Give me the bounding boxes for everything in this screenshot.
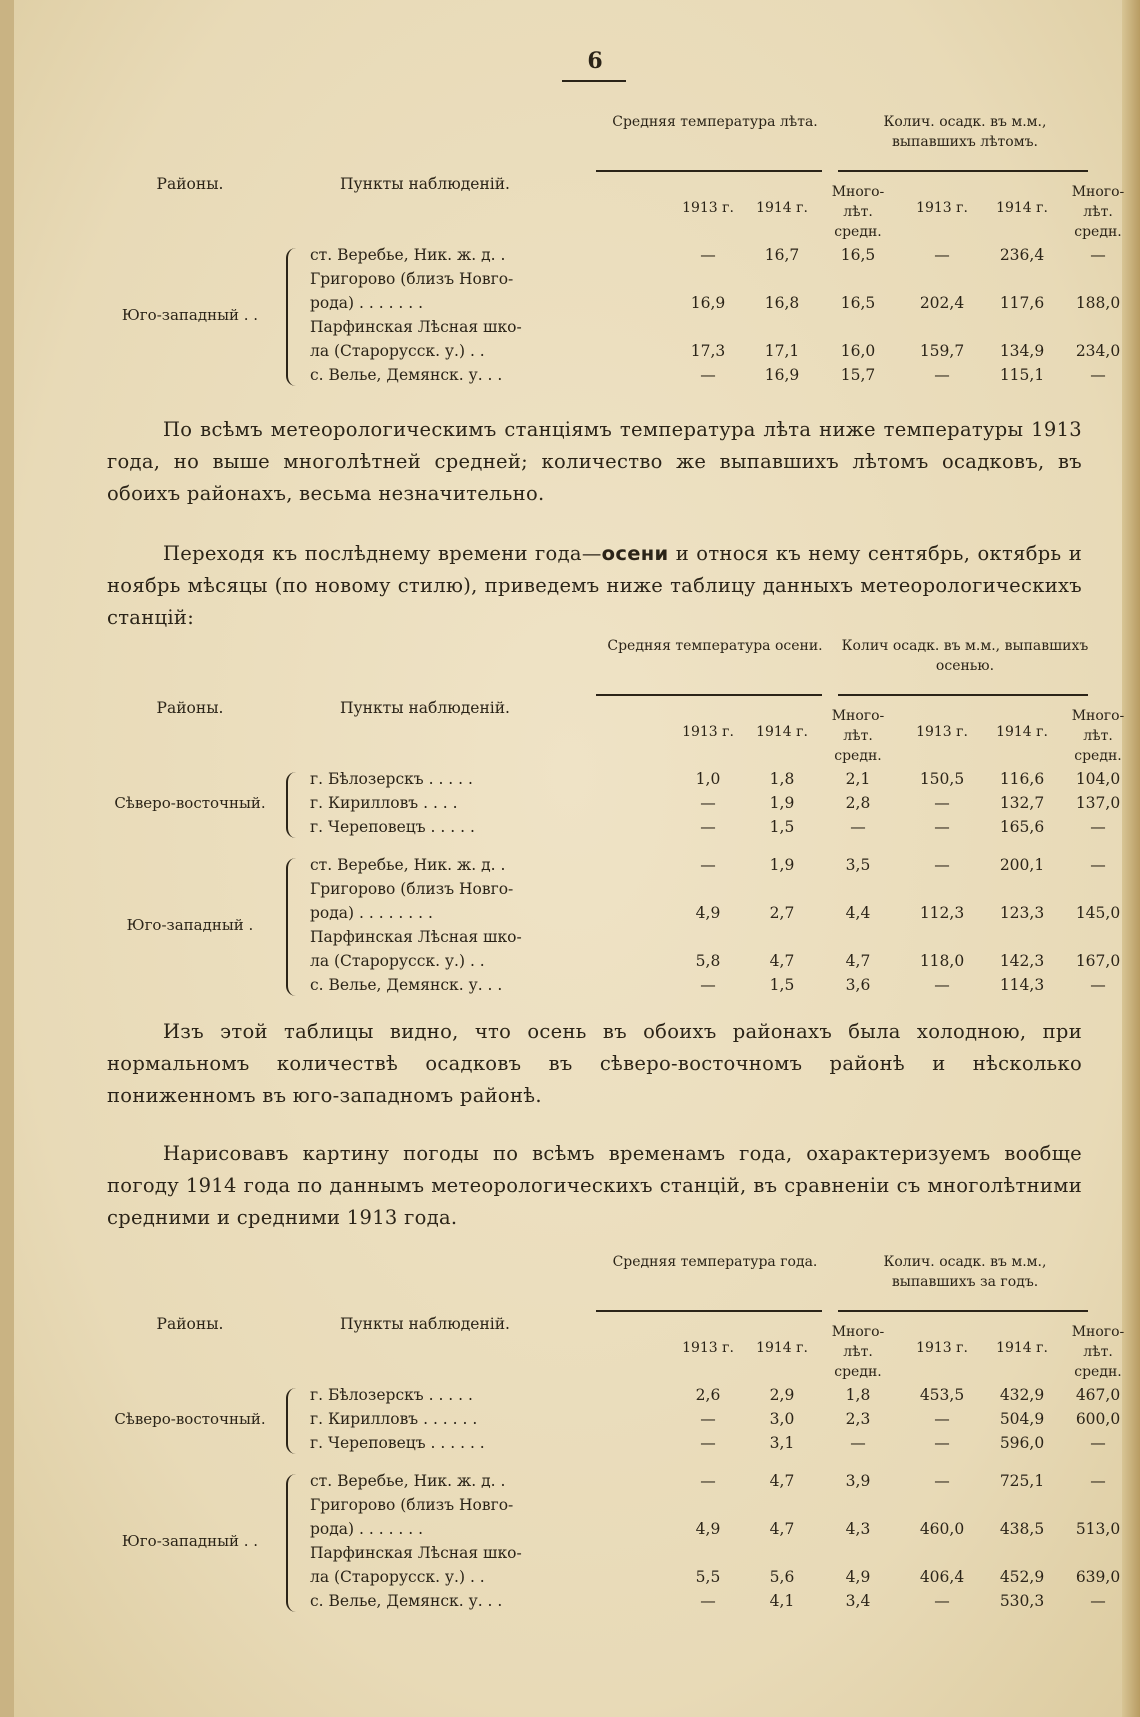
cell-pavg: 467,0 (1075, 1386, 1121, 1404)
cell-pavg: 137,0 (1075, 794, 1121, 812)
header-rule-temperature (596, 1310, 822, 1312)
cell-t1913: — (700, 794, 716, 812)
cell-p1914: 132,7 (999, 794, 1045, 812)
cell-pavg: — (1090, 818, 1106, 836)
cell-p1914: 142,3 (999, 952, 1045, 970)
cell-pavg: 188,0 (1075, 294, 1121, 312)
header-column-avg: Много-лѣт. средн. (831, 708, 885, 764)
cell-p1913: — (934, 1434, 950, 1452)
station-name: с. Велье, Демянск. у. . . (310, 976, 503, 994)
table-row (310, 1520, 1121, 1542)
cell-tavg: — (850, 1434, 866, 1452)
cell-t1913: — (700, 246, 716, 264)
station-name: г. Череповецъ . . . . . (310, 818, 475, 836)
cell-t1913: 2,6 (695, 1386, 721, 1404)
cell-p1914: 117,6 (999, 294, 1045, 312)
cell-p1913: 406,4 (919, 1568, 965, 1586)
header-column-1914: 1914 г. (756, 200, 808, 216)
cell-p1913: 159,7 (919, 342, 965, 360)
cell-pavg: — (1090, 1472, 1106, 1490)
cell-p1914: 123,3 (999, 904, 1045, 922)
station-name: рода) . . . . . . . . (310, 904, 433, 922)
paragraph-autumn-intro (107, 538, 1082, 634)
cell-tavg: 3,4 (845, 1592, 871, 1610)
station-name: г. Бѣлозерскъ . . . . . (310, 1386, 473, 1404)
header-rule-precipitation (838, 170, 1088, 172)
page-number-rule (562, 80, 626, 82)
cell-t1913: — (700, 818, 716, 836)
table-summer (100, 112, 1125, 402)
cell-tavg: 3,5 (845, 856, 871, 874)
header-column-1913: 1913 г. (916, 724, 968, 740)
region-brace (286, 1474, 302, 1612)
header-column-1914: 1914 г. (756, 724, 808, 740)
cell-pavg: 600,0 (1075, 1410, 1121, 1428)
station-name: г. Кирилловъ . . . . . . (310, 1410, 478, 1428)
table-row (310, 770, 1121, 792)
cell-t1914: 5,6 (769, 1568, 795, 1586)
header-precipitation-group: Колич. осадк. въ м.м., выпавшихъ за годъ. (883, 1254, 1047, 1290)
header-temperature-group: Средняя температура осени. (607, 638, 823, 654)
header-column-1913: 1913 г. (916, 200, 968, 216)
cell-p1913: 453,5 (919, 1386, 965, 1404)
cell-p1914: 530,3 (999, 1592, 1045, 1610)
cell-t1913: 1,0 (695, 770, 721, 788)
cell-tavg: 4,4 (845, 904, 871, 922)
cell-t1913: — (700, 976, 716, 994)
table-row (310, 1386, 1121, 1408)
station-name: Парфинская Лѣсная шко- (310, 1544, 522, 1562)
table-row (310, 1496, 1090, 1518)
cell-pavg: — (1090, 1434, 1106, 1452)
station-name: ст. Веребье, Ник. ж. д. . (310, 856, 506, 874)
header-region: Районы. (156, 175, 224, 193)
paragraph-autumn-conclusion: Изъ этой таблицы видно, что осень въ обоихъ районахъ была холодною, при нормальномъ количествѣ осадковъ въ сѣверо-восточномъ районѣ и нѣсколько пониженномъ въ юго-западномъ районѣ. (107, 1020, 1082, 1107)
cell-t1913: 16,9 (690, 294, 726, 312)
table-year (100, 1252, 1125, 1612)
cell-pavg: 104,0 (1075, 770, 1121, 788)
paragraph-autumn-intro-end: и относя къ нему сентябрь, октябрь и ноябрь мѣсяцы (по новому стилю), приведемъ ниже таблицу данныхъ метеорологическихъ станцій: (107, 542, 1082, 629)
cell-t1914: 4,7 (769, 952, 795, 970)
paragraph-summer-conclusion: По всѣмъ метеорологическимъ станціямъ температура лѣта ниже температуры 1913 года, но выше многолѣтней средней; количество же выпавшихъ лѣтомъ осадковъ, въ обоихъ районахъ, весьма незначительно. (107, 418, 1082, 505)
cell-t1913: — (700, 1592, 716, 1610)
header-column-1913: 1913 г. (682, 724, 734, 740)
station-name: ла (Старорусск. у.) . . (310, 342, 485, 360)
cell-t1913: — (700, 1434, 716, 1452)
header-rule-temperature (596, 170, 822, 172)
header-rule-temperature (596, 694, 822, 696)
cell-p1913: — (934, 1592, 950, 1610)
region-brace (286, 248, 302, 386)
table-row (310, 1544, 1090, 1566)
cell-t1913: — (700, 1472, 716, 1490)
cell-p1913: — (934, 818, 950, 836)
table-row (310, 794, 1121, 816)
cell-tavg: 16,0 (840, 342, 876, 360)
cell-t1914: 1,9 (769, 794, 795, 812)
station-name: ст. Веребье, Ник. ж. д. . (310, 246, 506, 264)
cell-tavg: 1,8 (845, 1386, 871, 1404)
header-rule-precipitation (838, 694, 1088, 696)
table-row (310, 1568, 1121, 1590)
cell-t1913: 17,3 (690, 342, 726, 360)
cell-pavg: 234,0 (1075, 342, 1121, 360)
region-name: Юго-западный . . (121, 306, 259, 324)
autumn-emphasis: осени (601, 542, 669, 565)
cell-p1914: 134,9 (999, 342, 1045, 360)
station-name: г. Бѣлозерскъ . . . . . (310, 770, 473, 788)
cell-tavg: 2,3 (845, 1410, 871, 1428)
station-name: г. Череповецъ . . . . . . (310, 1434, 485, 1452)
station-name: с. Велье, Демянск. у. . . (310, 366, 503, 384)
region-name: Юго-западный . . (121, 1532, 259, 1550)
header-station: Пункты наблюденій. (339, 175, 510, 193)
station-name: Григорово (близъ Новго- (310, 880, 514, 898)
station-name: Григорово (близъ Новго- (310, 270, 514, 288)
header-temperature-group: Средняя температура года. (612, 1254, 818, 1270)
header-column-1914: 1914 г. (996, 200, 1048, 216)
table-row (310, 318, 1090, 340)
cell-tavg: 4,3 (845, 1520, 871, 1538)
cell-p1914: 725,1 (999, 1472, 1045, 1490)
cell-t1913: — (700, 366, 716, 384)
cell-pavg: 639,0 (1075, 1568, 1121, 1586)
header-column-avg: Много-лѣт. средн. (1071, 708, 1125, 764)
header-precipitation-group: Колич осадк. въ м.м., выпавшихъ осенью. (841, 638, 1089, 674)
table-row (310, 246, 1106, 268)
cell-p1913: — (934, 1410, 950, 1428)
header-column-1913: 1913 г. (682, 200, 734, 216)
header-region: Районы. (156, 1315, 224, 1333)
cell-t1914: 16,7 (764, 246, 800, 264)
table-row (310, 904, 1121, 926)
region-name: Сѣверо-восточный. (114, 1410, 266, 1428)
table-row (310, 342, 1121, 364)
paragraph-year-intro: Нарисовавъ картину погоды по всѣмъ временамъ года, охарактеризуемъ вообще погоду 1914 года по даннымъ метеорологическихъ станцій, въ сравненіи съ многолѣтними средними и средними 1913 года. (107, 1142, 1082, 1229)
cell-pavg: 145,0 (1075, 904, 1121, 922)
station-name: ст. Веребье, Ник. ж. д. . (310, 1472, 506, 1490)
cell-p1914: 115,1 (999, 366, 1045, 384)
table-row (310, 1472, 1106, 1494)
cell-tavg: 4,9 (845, 1568, 871, 1586)
cell-tavg: 3,6 (845, 976, 871, 994)
header-column-1914: 1914 г. (996, 1340, 1048, 1356)
cell-p1914: 452,9 (999, 1568, 1045, 1586)
header-column-avg: Много-лѣт. средн. (1071, 184, 1125, 240)
cell-pavg: 167,0 (1075, 952, 1121, 970)
table-row (310, 880, 1090, 902)
station-name: г. Кирилловъ . . . . (310, 794, 458, 812)
cell-t1913: 4,9 (695, 1520, 721, 1538)
cell-p1914: 432,9 (999, 1386, 1045, 1404)
cell-p1913: 150,5 (919, 770, 965, 788)
header-station: Пункты наблюденій. (339, 699, 510, 717)
cell-p1914: 200,1 (999, 856, 1045, 874)
cell-t1914: 3,0 (769, 1410, 795, 1428)
cell-pavg: 513,0 (1075, 1520, 1121, 1538)
cell-t1914: 16,8 (764, 294, 800, 312)
header-rule-precipitation (838, 1310, 1088, 1312)
table-row (310, 366, 1106, 388)
cell-t1914: 2,7 (769, 904, 795, 922)
cell-t1914: 1,8 (769, 770, 795, 788)
cell-pavg: — (1090, 1592, 1106, 1610)
header-column-avg: Много-лѣт. средн. (831, 184, 885, 240)
cell-t1914: 2,9 (769, 1386, 795, 1404)
cell-p1913: — (934, 366, 950, 384)
station-name: ла (Старорусск. у.) . . (310, 952, 485, 970)
cell-p1914: 116,6 (999, 770, 1045, 788)
table-row (310, 270, 1090, 292)
cell-p1913: — (934, 794, 950, 812)
cell-pavg: — (1090, 856, 1106, 874)
table-row (310, 976, 1106, 998)
cell-t1914: 3,1 (769, 1434, 795, 1452)
region-brace (286, 772, 302, 838)
table-row (310, 1592, 1106, 1614)
station-name: рода) . . . . . . . (310, 294, 424, 312)
cell-p1914: 504,9 (999, 1410, 1045, 1428)
header-precipitation-group: Колич. осадк. въ м.м., выпавшихъ лѣтомъ. (883, 114, 1047, 150)
header-column-avg: Много-лѣт. средн. (831, 1324, 885, 1380)
cell-t1914: 4,7 (769, 1520, 795, 1538)
cell-t1913: 5,5 (695, 1568, 721, 1586)
cell-t1914: 4,7 (769, 1472, 795, 1490)
station-name: ла (Старорусск. у.) . . (310, 1568, 485, 1586)
cell-p1913: 460,0 (919, 1520, 965, 1538)
cell-t1914: 4,1 (769, 1592, 795, 1610)
page-number: 6 (587, 48, 603, 74)
region-name: Юго-западный . (126, 916, 254, 934)
cell-p1913: — (934, 976, 950, 994)
cell-tavg: 2,8 (845, 794, 871, 812)
cell-tavg: 15,7 (840, 366, 876, 384)
cell-t1914: 1,9 (769, 856, 795, 874)
cell-p1914: 165,6 (999, 818, 1045, 836)
header-column-1914: 1914 г. (996, 724, 1048, 740)
header-region: Районы. (156, 699, 224, 717)
cell-p1913: — (934, 1472, 950, 1490)
cell-p1914: 596,0 (999, 1434, 1045, 1452)
table-row (310, 856, 1106, 878)
cell-p1913: — (934, 246, 950, 264)
header-column-1913: 1913 г. (682, 1340, 734, 1356)
cell-tavg: 16,5 (840, 294, 876, 312)
station-name: с. Велье, Демянск. у. . . (310, 1592, 503, 1610)
header-column-1913: 1913 г. (916, 1340, 968, 1356)
cell-t1914: 16,9 (764, 366, 800, 384)
cell-p1914: 438,5 (999, 1520, 1045, 1538)
station-name: рода) . . . . . . . (310, 1520, 424, 1538)
table-row (310, 952, 1121, 974)
cell-pavg: — (1090, 976, 1106, 994)
region-brace (286, 858, 302, 996)
paragraph-autumn-intro-start: Переходя къ послѣднему времени года— (163, 542, 602, 565)
table-row (310, 294, 1121, 316)
cell-p1913: 202,4 (919, 294, 965, 312)
cell-p1913: 112,3 (919, 904, 965, 922)
cell-tavg: 4,7 (845, 952, 871, 970)
region-name: Сѣверо-восточный. (114, 794, 266, 812)
table-autumn (100, 636, 1125, 996)
cell-p1914: 236,4 (999, 246, 1045, 264)
table-row (310, 818, 1106, 840)
header-column-avg: Много-лѣт. средн. (1071, 1324, 1125, 1380)
cell-t1913: 5,8 (695, 952, 721, 970)
cell-t1913: — (700, 856, 716, 874)
cell-tavg: 16,5 (840, 246, 876, 264)
header-station: Пункты наблюденій. (339, 1315, 510, 1333)
station-name: Парфинская Лѣсная шко- (310, 318, 522, 336)
cell-tavg: — (850, 818, 866, 836)
table-row (310, 1410, 1121, 1432)
header-temperature-group: Средняя температура лѣта. (612, 114, 818, 130)
cell-p1913: — (934, 856, 950, 874)
cell-p1914: 114,3 (999, 976, 1045, 994)
cell-tavg: 2,1 (845, 770, 871, 788)
cell-tavg: 3,9 (845, 1472, 871, 1490)
region-brace (286, 1388, 302, 1454)
cell-t1913: — (700, 1410, 716, 1428)
cell-t1913: 4,9 (695, 904, 721, 922)
table-row (310, 928, 1090, 950)
cell-pavg: — (1090, 246, 1106, 264)
page-left-edge (0, 0, 14, 1717)
cell-t1914: 1,5 (769, 818, 795, 836)
station-name: Григорово (близъ Новго- (310, 1496, 514, 1514)
header-column-1914: 1914 г. (756, 1340, 808, 1356)
cell-p1913: 118,0 (919, 952, 965, 970)
cell-t1914: 1,5 (769, 976, 795, 994)
table-row (310, 1434, 1106, 1456)
cell-t1914: 17,1 (764, 342, 800, 360)
station-name: Парфинская Лѣсная шко- (310, 928, 522, 946)
cell-pavg: — (1090, 366, 1106, 384)
